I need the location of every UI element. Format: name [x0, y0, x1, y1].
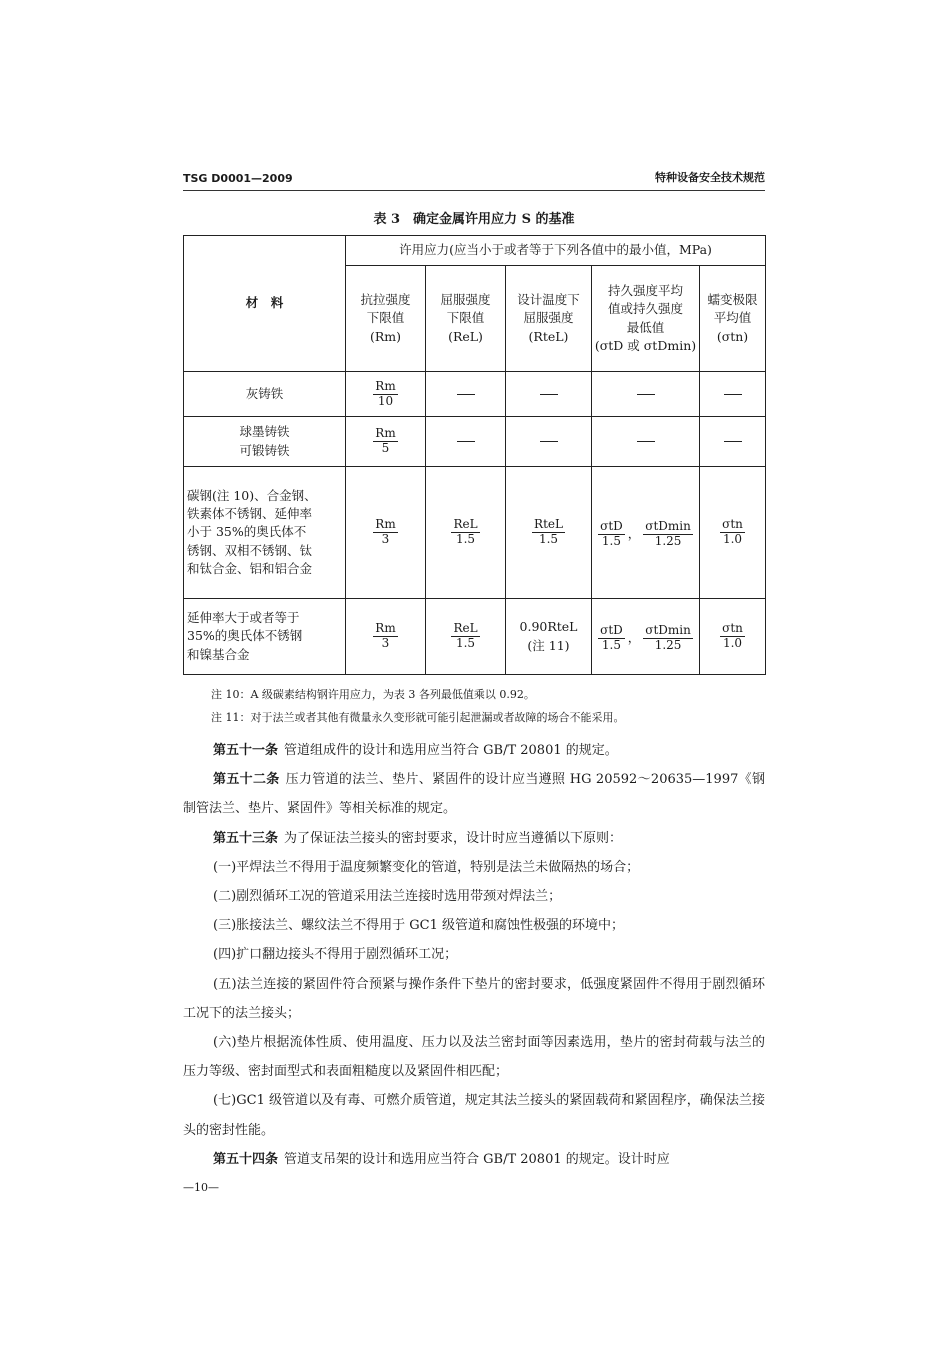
- article-51: 第五十一条 管道组成件的设计和选用应当符合 GB/T 20801 的规定。: [213, 743, 618, 758]
- table-title: 表 3 确定金属许用应力 S 的基准: [373, 212, 575, 227]
- standard-code: TSG D0001—2009: [183, 172, 293, 185]
- sigma-d-cell: $\frac{\text{σtD}}{1.5}$ ， $\frac{\text{σtDmin}}{1.25}$: [592, 467, 700, 599]
- article-53: 第五十三条 为了保证法兰接头的密封要求，设计时应当遵循以下原则：: [213, 830, 623, 846]
- list-item: (三)胀接法兰、螺纹法兰不得用于 GC1 级管道和腐蚀性极强的环境中；: [213, 918, 625, 934]
- page-number: —10—: [183, 1181, 219, 1194]
- list-item: (七)GC1 级管道以及有毒、可燃介质管道，规定其法兰接头的紧固载荷和紧固程序，确保法兰接头的密封性能。: [183, 1093, 765, 1138]
- col-header-sigma-d: 持久强度平均 值或持久强度 最低值 (σtD 或 σtDmin): [592, 266, 700, 372]
- col-header-rel: 屈服强度 下限值 (ReL): [426, 266, 506, 372]
- relt-cell: $\frac{\text{RteL}}{1.5}$: [506, 467, 592, 599]
- sigma-d-cell: $\frac{\text{σtD}}{1.5}$ ， $\frac{\text{σtDmin}}{1.25}$: [592, 599, 700, 675]
- list-item: (六)垫片根据流体性质、使用温度、压力以及法兰密封面等因素选用，垫片的密封荷载与法兰的压力等级、密封面型式和表面粗糙度以及紧固件相匹配；: [183, 1035, 765, 1080]
- material-cell: 延伸率大于或者等于 35%的奥氏体不锈钢 和镍基合金: [184, 599, 346, 675]
- table-notes: [211, 683, 771, 729]
- table-row: [184, 372, 766, 417]
- article-54: 第五十四条 管道支吊架的设计和选用应当符合 GB/T 20801 的规定。设计时应: [213, 1151, 670, 1167]
- col-header-relt: 设计温度下 屈服强度 (RteL): [506, 266, 592, 372]
- allowable-stress-header: 许用应力(应当小于或者等于下列各值中的最小值，MPa): [346, 236, 766, 266]
- col-header-rm: 抗拉强度 下限值 (Rm): [346, 266, 426, 372]
- body-text: [183, 736, 765, 1174]
- list-item: (一)平焊法兰不得用于温度频繁变化的管道，特别是法兰未做隔热的场合；: [213, 859, 640, 875]
- material-cell: 碳钢(注 10)、合金钢、 铁素体不锈钢、延伸率 小于 35%的奥氏体不 锈钢、双相不锈钢、钛 和钛合金、铝和铝合金: [184, 467, 346, 599]
- empty-cell: [426, 372, 506, 417]
- empty-cell: [700, 372, 766, 417]
- col-header-sigma-n: 蠕变极限 平均值 (σtn): [700, 266, 766, 372]
- series-title: 特种设备安全技术规范: [655, 171, 765, 184]
- allowable-stress-table: [183, 235, 766, 675]
- page-header: [183, 168, 765, 191]
- list-item: (五)法兰连接的紧固件符合预紧与操作条件下垫片的密封要求，低强度紧固件不得用于剧烈循环工况下的法兰接头；: [183, 976, 765, 1021]
- list-item: (四)扩口翻边接头不得用于剧烈循环工况；: [213, 947, 458, 963]
- rm-cell: $\frac{Rm}{3}$: [346, 599, 426, 675]
- rel-cell: $\frac{\text{ReL}}{1.5}$: [426, 599, 506, 675]
- empty-cell: [592, 372, 700, 417]
- table-row: [184, 417, 766, 467]
- empty-cell: [506, 372, 592, 417]
- list-item: (二)剧烈循环工况的管道采用法兰连接时选用带颈对焊法兰；: [213, 889, 562, 905]
- rel-cell: $\frac{\text{ReL}}{1.5}$: [426, 467, 506, 599]
- note-10: 注 10：A 级碳素结构钢许用应力，为表 3 各列最低值乘以 0.92。: [211, 688, 535, 701]
- table-row: [184, 599, 766, 675]
- rm-cell: $\frac{Rm}{5}$: [346, 417, 426, 467]
- sigma-n-cell: $\frac{\text{σtn}}{1.0}$: [700, 467, 766, 599]
- empty-cell: [426, 417, 506, 467]
- relt-cell: 0.90RteL (注 11): [506, 599, 592, 675]
- empty-cell: [592, 417, 700, 467]
- empty-cell: [700, 417, 766, 467]
- rm-cell: $\frac{Rm}{10}$: [346, 372, 426, 417]
- table-row: [184, 467, 766, 599]
- empty-cell: [506, 417, 592, 467]
- material-cell: 球墨铸铁 可锻铸铁: [184, 417, 346, 467]
- rm-cell: $\frac{Rm}{3}$: [346, 467, 426, 599]
- material-cell: 灰铸铁: [184, 372, 346, 417]
- material-header: 材 料: [184, 236, 346, 372]
- article-52: 第五十二条 压力管道的法兰、垫片、紧固件的设计应当遵照 HG 20592～20635—1997《钢制管法兰、垫片、紧固件》等相关标准的规定。: [183, 772, 765, 817]
- sigma-n-cell: $\frac{\text{σtn}}{1.0}$: [700, 599, 766, 675]
- note-11: 注 11：对于法兰或者其他有微量永久变形就可能引起泄漏或者故障的场合不能采用。: [211, 711, 625, 724]
